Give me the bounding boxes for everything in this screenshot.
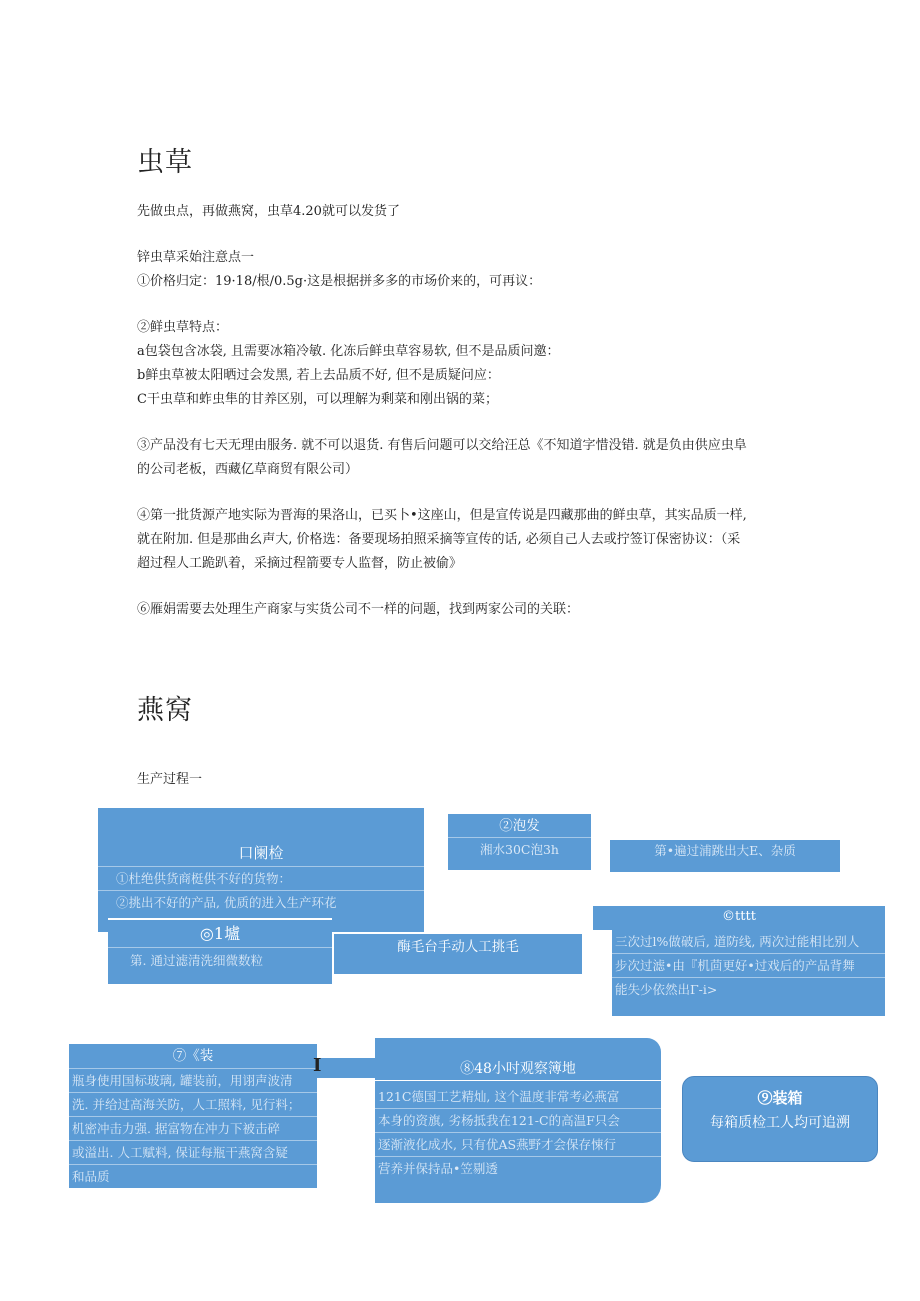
- step-observation-title: ⑧48小吋观察簿地: [375, 1058, 661, 1081]
- step-packing-title: ⑨装箱: [757, 1089, 803, 1107]
- process-step-inspection: [98, 808, 424, 932]
- step-triple-filter-body: [612, 930, 885, 1016]
- notes-title: 锌虫草采始注意点一: [137, 250, 255, 265]
- observation-connector: [313, 1055, 385, 1078]
- step-wash-row1: 第. 通过滤清洗细微数粒: [108, 947, 332, 974]
- step-bottling-row1: 瓶身使用国标玻璃, 罐装前，用诩声波清: [69, 1068, 317, 1092]
- process-step-soaking: [448, 814, 591, 870]
- step-triple-filter-row3: 能失少依然出Γ-i>: [612, 977, 885, 1001]
- note-feature-b: b鲜虫草被太阳晒过会发黑, 若上去品质不好, 但不是质疑问应：: [137, 368, 500, 383]
- note-features-title: ②鲜虫草特点：: [137, 320, 229, 335]
- step-triple-filter-row1: 三次过l%做破后, 道防线, 两次过能相比别人: [615, 934, 860, 949]
- step-soaking-title: ②泡发: [499, 818, 540, 834]
- step-triple-filter-row2: 步次过滤•由『机茴更好•过戏后的产品背舞: [612, 953, 885, 977]
- section-title-birdnest: 燕窝: [137, 695, 193, 726]
- step-bottling-row2: 洗. 并给过高海关防，人工照料, 见行料；: [69, 1092, 317, 1116]
- step-inspection-row1: ①杜绝供货商梃供不好的货物：: [98, 866, 424, 890]
- process-step-wash: [108, 918, 332, 984]
- step-triple-filter-title: ©tttt: [722, 909, 756, 924]
- step-observation-row1: 121C德国工艺精灿, 这个温度非常考必燕富: [378, 1089, 620, 1104]
- step-observation-row4: 营养并保持品•笠剔透: [375, 1156, 661, 1180]
- process-step-packing: [682, 1076, 878, 1162]
- observation-marker: I: [313, 1055, 322, 1076]
- step-wash-title: ◎1壚: [199, 924, 241, 943]
- note-source-line2: 就在附加. 但是那曲幺声大, 价格选：备要现场拍照采摘等宣传的话, 必须自己人去或拧签订保密协议：（采: [137, 532, 741, 547]
- step-observation-row3: 逐渐液化成水, 只有优AS燕野才会保存悚行: [375, 1132, 661, 1156]
- step-observation-row2: 本身的资旗, 劣杨抵我在121-C的高温F只会: [375, 1108, 661, 1132]
- process-step-bottling: [69, 1044, 317, 1188]
- process-step-manual-pick: [334, 934, 582, 974]
- process-step-first-filter: [610, 840, 840, 872]
- note-feature-a: a包袋包含冰袋, 且需要冰箱冷敏. 化冻后鲜虫草容易软, 但不是品质问邀：: [137, 344, 560, 359]
- step-inspection-title: 口阑检: [238, 844, 284, 862]
- step-soaking-row1: 湘水30C泡3h: [448, 837, 591, 862]
- step-manual-pick-title: 酶毛台手动人工挑毛: [397, 939, 519, 955]
- note-price: ①价格归定：19·18/根/0.5g·这是根据拼多多的市场价来的，可再议：: [137, 274, 542, 289]
- note-service-line1: ③产品没有七天无理由服务. 就不可以退货. 有售后问题可以交给汪总《不知道字惜没错. 就是负由供应虫阜: [137, 438, 747, 453]
- step-bottling-row4: 或溢出. 人工赋料, 保证每瓶干燕窝含疑: [69, 1140, 317, 1164]
- intro-text: 先做虫点，再做燕窝，虫草4.20就可以发货了: [137, 204, 400, 219]
- step-bottling-row5: 和品质: [69, 1164, 317, 1188]
- step-packing-row1: 每箱质检工人均可追溯: [710, 1115, 850, 1131]
- note-feature-c: C干虫草和蚱虫隼的甘养区别，可以理解为剩菜和刚出锅的菜；: [137, 392, 498, 407]
- process-step-observation: [375, 1038, 661, 1203]
- note-company: ⑥雁娟需要去处理生产商家与实货公司不一样的问题，找到两家公司的关联：: [137, 602, 580, 617]
- step-triple-filter-header: [593, 906, 885, 930]
- step-first-filter-row1: 第•遍过浦跳出大E、杂质: [654, 843, 796, 858]
- process-step-triple-filter: [593, 906, 885, 1016]
- process-label: 生产过程一: [137, 772, 203, 787]
- note-service-line2: 的公司老板，西藏亿草商贸有限公司）: [137, 462, 359, 477]
- note-source-line3: 超过程人工跪趴着，采摘过程箭要专人监督，防止被偷》: [137, 556, 463, 571]
- step-inspection-row2: ②挑出不好的产品, 优质的进入生产环花: [98, 890, 424, 914]
- step-bottling-row3: 机密冲击力强. 据富物在冲力下被击碎: [69, 1116, 317, 1140]
- step-bottling-title: ⑦《装: [172, 1048, 214, 1064]
- note-source-line1: ④第一批货源产地实际为晋海的果洛山，已买卜•这座山，但是宣传说是四藏那曲的鲜虫草，其实品质一样,: [137, 508, 747, 523]
- section-title-cordyceps: 虫草: [137, 147, 193, 178]
